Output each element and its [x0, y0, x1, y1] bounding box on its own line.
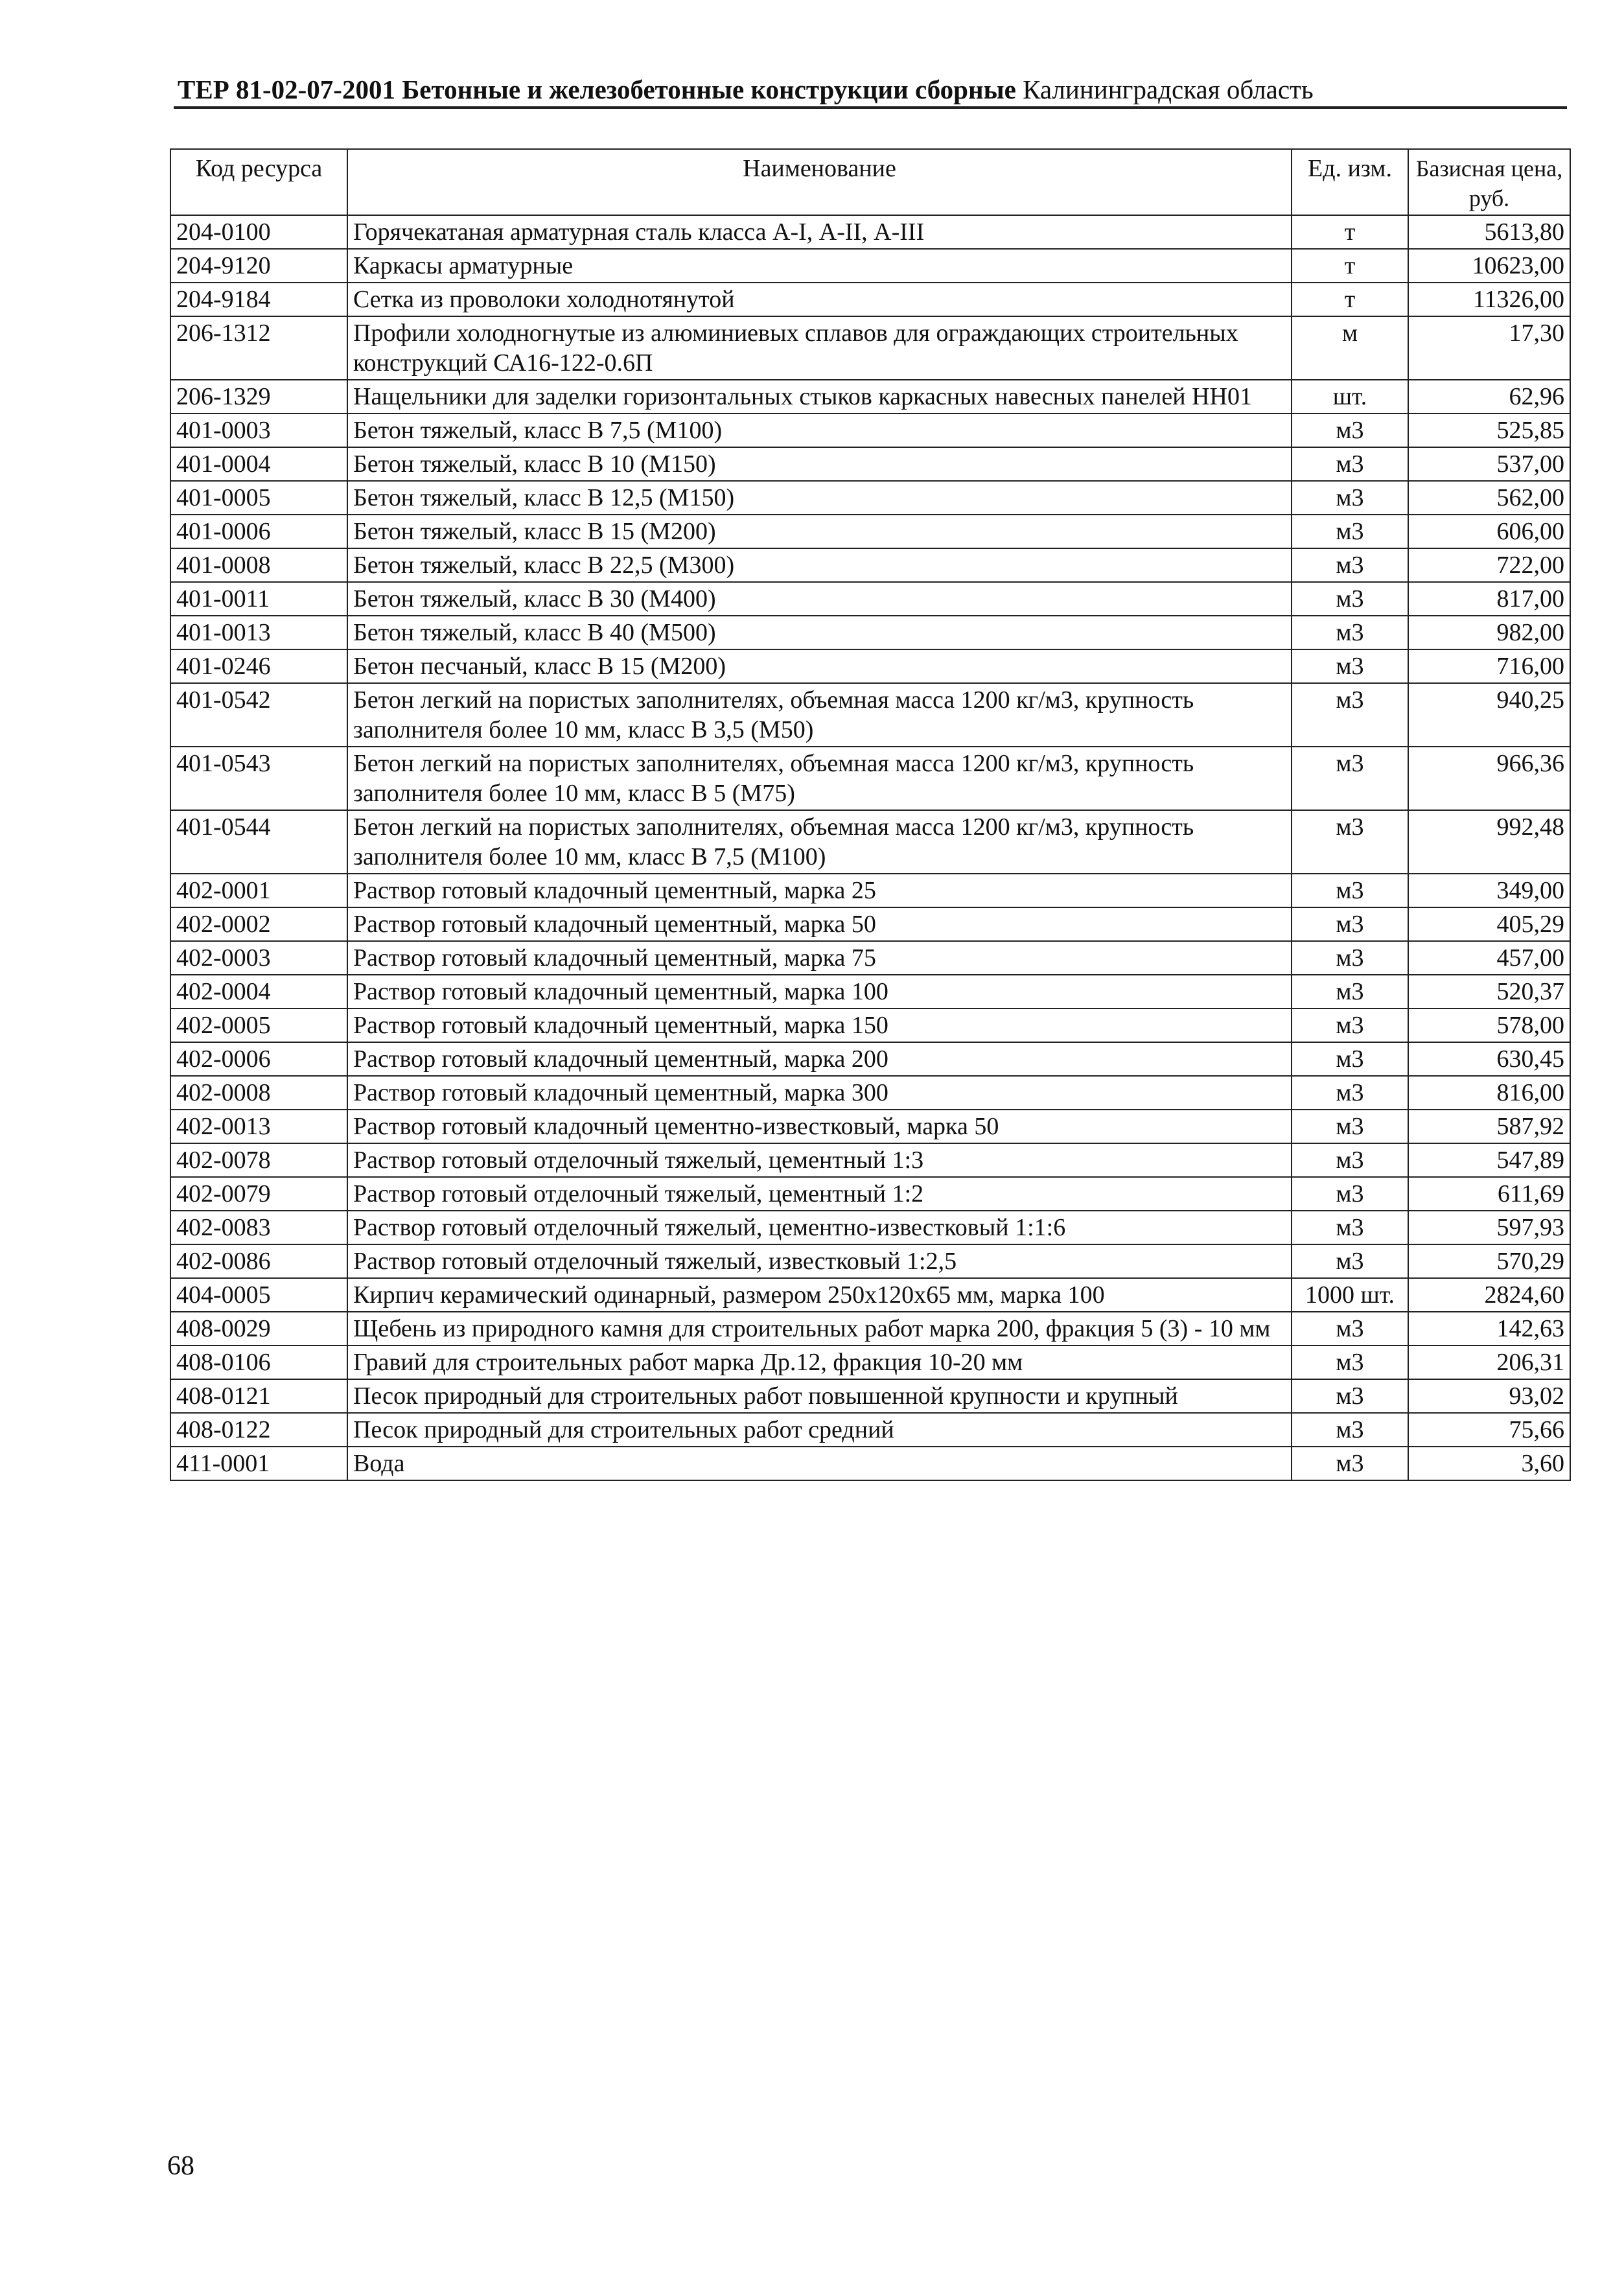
table-row	[170, 1042, 1570, 1076]
resource-name-cell: Раствор готовый отделочный тяжелый, цементный 1:3	[347, 1143, 1292, 1177]
table-row	[170, 683, 1570, 747]
resource-name-cell: Раствор готовый кладочный цементный, марка 100	[347, 975, 1292, 1008]
table-row	[170, 1278, 1570, 1312]
price-cell: 816,00	[1408, 1076, 1570, 1110]
resource-name-cell: Раствор готовый отделочный тяжелый, цементный 1:2	[347, 1177, 1292, 1211]
price-cell: 722,00	[1408, 548, 1570, 582]
price-cell: 547,89	[1408, 1143, 1570, 1177]
unit-cell: м3	[1292, 810, 1408, 874]
resource-code-cell: 408-0029	[170, 1312, 347, 1346]
resource-code-cell: 402-0013	[170, 1110, 347, 1143]
unit-cell: м3	[1292, 1413, 1408, 1447]
resource-name-cell: Бетон тяжелый, класс В 10 (М150)	[347, 447, 1292, 481]
resource-name-cell: Песок природный для строительных работ повышенной крупности и крупный	[347, 1379, 1292, 1413]
unit-cell: т	[1292, 215, 1408, 249]
resource-code-cell: 408-0106	[170, 1346, 347, 1379]
price-cell: 597,93	[1408, 1211, 1570, 1244]
table-row	[170, 1076, 1570, 1110]
header-rule	[174, 106, 1567, 109]
table-row	[170, 548, 1570, 582]
table-row	[170, 1008, 1570, 1042]
price-cell: 520,37	[1408, 975, 1570, 1008]
resource-code-cell: 206-1312	[170, 316, 347, 380]
resource-code-cell: 402-0001	[170, 874, 347, 907]
table-row	[170, 249, 1570, 283]
resource-code-cell: 402-0006	[170, 1042, 347, 1076]
table-row	[170, 1312, 1570, 1346]
unit-cell: 1000 шт.	[1292, 1278, 1408, 1312]
price-cell: 562,00	[1408, 481, 1570, 515]
column-header-unit: Ед. изм.	[1292, 149, 1408, 215]
price-cell: 10623,00	[1408, 249, 1570, 283]
unit-cell: м3	[1292, 747, 1408, 810]
resource-code-cell: 402-0005	[170, 1008, 347, 1042]
resource-name-cell: Бетон тяжелый, класс В 7,5 (М100)	[347, 414, 1292, 447]
unit-cell: шт.	[1292, 380, 1408, 414]
resource-code-cell: 401-0005	[170, 481, 347, 515]
table-row	[170, 907, 1570, 941]
resource-name-cell: Бетон тяжелый, класс В 15 (М200)	[347, 515, 1292, 548]
document-title: ТЕР 81-02-07-2001 Бетонные и железобетонные конструкции сборные	[178, 75, 1016, 104]
table-row	[170, 215, 1570, 249]
price-cell: 606,00	[1408, 515, 1570, 548]
table-row	[170, 447, 1570, 481]
resource-code-cell: 401-0013	[170, 616, 347, 649]
price-cell: 982,00	[1408, 616, 1570, 649]
resource-name-cell: Каркасы арматурные	[347, 249, 1292, 283]
table-row	[170, 582, 1570, 616]
table-row	[170, 1211, 1570, 1244]
price-cell: 570,29	[1408, 1244, 1570, 1278]
unit-cell: м3	[1292, 874, 1408, 907]
table-row	[170, 1413, 1570, 1447]
resource-code-cell: 411-0001	[170, 1447, 347, 1480]
unit-cell: т	[1292, 283, 1408, 316]
resource-code-cell: 206-1329	[170, 380, 347, 414]
price-cell: 578,00	[1408, 1008, 1570, 1042]
table-row	[170, 1346, 1570, 1379]
table-row	[170, 515, 1570, 548]
resource-name-cell: Нащельники для заделки горизонтальных стыков каркасных навесных панелей НН01	[347, 380, 1292, 414]
resource-code-cell: 401-0246	[170, 649, 347, 683]
resource-name-cell: Бетон песчаный, класс В 15 (М200)	[347, 649, 1292, 683]
unit-cell: м3	[1292, 1008, 1408, 1042]
price-cell: 206,31	[1408, 1346, 1570, 1379]
resource-name-cell: Бетон легкий на пористых заполнителях, объемная масса 1200 кг/м3, крупность заполнителя более 10 мм, класс В 7,5 (М100)	[347, 810, 1292, 874]
price-cell: 716,00	[1408, 649, 1570, 683]
price-cell: 405,29	[1408, 907, 1570, 941]
price-cell: 2824,60	[1408, 1278, 1570, 1312]
price-cell: 611,69	[1408, 1177, 1570, 1211]
resource-code-cell: 402-0008	[170, 1076, 347, 1110]
table-row	[170, 975, 1570, 1008]
price-cell: 992,48	[1408, 810, 1570, 874]
price-cell: 630,45	[1408, 1042, 1570, 1076]
region-name: Калининградская область	[1023, 75, 1314, 104]
price-cell: 11326,00	[1408, 283, 1570, 316]
price-cell: 5613,80	[1408, 215, 1570, 249]
table-row	[170, 616, 1570, 649]
resource-code-cell: 204-9120	[170, 249, 347, 283]
price-cell: 817,00	[1408, 582, 1570, 616]
resource-name-cell: Щебень из природного камня для строительных работ марка 200, фракция 5 (3) - 10 мм	[347, 1312, 1292, 1346]
unit-cell: м3	[1292, 481, 1408, 515]
table-row	[170, 481, 1570, 515]
resource-name-cell: Раствор готовый отделочный тяжелый, известковый 1:2,5	[347, 1244, 1292, 1278]
resource-name-cell: Раствор готовый кладочный цементно-известковый, марка 50	[347, 1110, 1292, 1143]
table-row	[170, 1143, 1570, 1177]
unit-cell: т	[1292, 249, 1408, 283]
resource-name-cell: Горячекатаная арматурная сталь класса А-I, А-II, А-III	[347, 215, 1292, 249]
price-cell: 75,66	[1408, 1413, 1570, 1447]
resource-name-cell: Раствор готовый кладочный цементный, марка 25	[347, 874, 1292, 907]
resource-code-cell: 402-0086	[170, 1244, 347, 1278]
unit-cell: м3	[1292, 548, 1408, 582]
resource-name-cell: Бетон легкий на пористых заполнителях, объемная масса 1200 кг/м3, крупность заполнителя более 10 мм, класс В 3,5 (М50)	[347, 683, 1292, 747]
resource-name-cell: Бетон тяжелый, класс В 12,5 (М150)	[347, 481, 1292, 515]
resource-name-cell: Раствор готовый кладочный цементный, марка 200	[347, 1042, 1292, 1076]
unit-cell: м3	[1292, 414, 1408, 447]
price-cell: 457,00	[1408, 941, 1570, 975]
resource-code-cell: 401-0004	[170, 447, 347, 481]
unit-cell: м3	[1292, 1379, 1408, 1413]
resource-code-cell: 401-0544	[170, 810, 347, 874]
column-header-code: Код ресурса	[170, 149, 347, 215]
table-row	[170, 1447, 1570, 1480]
unit-cell: м3	[1292, 616, 1408, 649]
price-cell: 62,96	[1408, 380, 1570, 414]
page-number: 68	[167, 2151, 194, 2181]
resource-code-cell: 401-0542	[170, 683, 347, 747]
price-cell: 537,00	[1408, 447, 1570, 481]
resource-code-cell: 408-0122	[170, 1413, 347, 1447]
price-cell: 349,00	[1408, 874, 1570, 907]
unit-cell: м3	[1292, 1312, 1408, 1346]
resource-name-cell: Раствор готовый кладочный цементный, марка 50	[347, 907, 1292, 941]
unit-cell: м3	[1292, 447, 1408, 481]
table-body	[170, 215, 1570, 1480]
price-cell: 940,25	[1408, 683, 1570, 747]
unit-cell: м3	[1292, 683, 1408, 747]
unit-cell: м3	[1292, 975, 1408, 1008]
unit-cell: м3	[1292, 1244, 1408, 1278]
table-row	[170, 414, 1570, 447]
resource-name-cell: Бетон тяжелый, класс В 22,5 (М300)	[347, 548, 1292, 582]
unit-cell: м3	[1292, 515, 1408, 548]
resource-code-cell: 404-0005	[170, 1278, 347, 1312]
unit-cell: м3	[1292, 941, 1408, 975]
unit-cell: м3	[1292, 1076, 1408, 1110]
resource-name-cell: Профили холодногнутые из алюминиевых сплавов для ограждающих строительных конструкций СА16-122-0.6П	[347, 316, 1292, 380]
resource-name-cell: Песок природный для строительных работ средний	[347, 1413, 1292, 1447]
resource-name-cell: Бетон тяжелый, класс В 40 (М500)	[347, 616, 1292, 649]
resource-code-cell: 204-0100	[170, 215, 347, 249]
column-header-name: Наименование	[347, 149, 1292, 215]
resource-name-cell: Раствор готовый кладочный цементный, марка 150	[347, 1008, 1292, 1042]
price-cell: 525,85	[1408, 414, 1570, 447]
table-row	[170, 874, 1570, 907]
price-cell: 142,63	[1408, 1312, 1570, 1346]
table-header-row	[170, 149, 1570, 215]
resource-code-cell: 402-0004	[170, 975, 347, 1008]
resource-code-cell: 401-0008	[170, 548, 347, 582]
resource-code-cell: 401-0543	[170, 747, 347, 810]
resource-code-cell: 401-0006	[170, 515, 347, 548]
table-row	[170, 1110, 1570, 1143]
table-row	[170, 649, 1570, 683]
price-cell: 966,36	[1408, 747, 1570, 810]
resource-code-cell: 401-0003	[170, 414, 347, 447]
table-row	[170, 380, 1570, 414]
resource-name-cell: Бетон легкий на пористых заполнителях, объемная масса 1200 кг/м3, крупность заполнителя более 10 мм, класс В 5 (М75)	[347, 747, 1292, 810]
resource-code-cell: 402-0078	[170, 1143, 347, 1177]
resource-code-cell: 408-0121	[170, 1379, 347, 1413]
unit-cell: м3	[1292, 1177, 1408, 1211]
table-row	[170, 1244, 1570, 1278]
table-row	[170, 316, 1570, 380]
page-header	[178, 73, 1564, 106]
resource-code-cell: 402-0003	[170, 941, 347, 975]
table-row	[170, 1177, 1570, 1211]
resource-name-cell: Вода	[347, 1447, 1292, 1480]
unit-cell: м	[1292, 316, 1408, 380]
unit-cell: м3	[1292, 649, 1408, 683]
price-cell: 3,60	[1408, 1447, 1570, 1480]
resource-code-cell: 402-0002	[170, 907, 347, 941]
unit-cell: м3	[1292, 907, 1408, 941]
resource-code-cell: 402-0079	[170, 1177, 347, 1211]
table-row	[170, 1379, 1570, 1413]
column-header-price: Базисная цена, руб.	[1408, 149, 1570, 215]
resource-name-cell: Гравий для строительных работ марка Др.12, фракция 10-20 мм	[347, 1346, 1292, 1379]
unit-cell: м3	[1292, 1211, 1408, 1244]
resource-name-cell: Раствор готовый кладочный цементный, марка 300	[347, 1076, 1292, 1110]
unit-cell: м3	[1292, 1346, 1408, 1379]
table-row	[170, 810, 1570, 874]
price-cell: 587,92	[1408, 1110, 1570, 1143]
unit-cell: м3	[1292, 1447, 1408, 1480]
resource-name-cell: Кирпич керамический одинарный, размером 250х120х65 мм, марка 100	[347, 1278, 1292, 1312]
resource-name-cell: Раствор готовый отделочный тяжелый, цементно-известковый 1:1:6	[347, 1211, 1292, 1244]
price-cell: 17,30	[1408, 316, 1570, 380]
unit-cell: м3	[1292, 1042, 1408, 1076]
unit-cell: м3	[1292, 1143, 1408, 1177]
resource-name-cell: Сетка из проволоки холоднотянутой	[347, 283, 1292, 316]
price-cell: 93,02	[1408, 1379, 1570, 1413]
resource-code-cell: 204-9184	[170, 283, 347, 316]
unit-cell: м3	[1292, 1110, 1408, 1143]
table-row	[170, 747, 1570, 810]
resource-name-cell: Раствор готовый кладочный цементный, марка 75	[347, 941, 1292, 975]
resource-name-cell: Бетон тяжелый, класс В 30 (М400)	[347, 582, 1292, 616]
resource-price-table	[170, 148, 1571, 1481]
resource-code-cell: 402-0083	[170, 1211, 347, 1244]
table-row	[170, 941, 1570, 975]
table-row	[170, 283, 1570, 316]
unit-cell: м3	[1292, 582, 1408, 616]
resource-code-cell: 401-0011	[170, 582, 347, 616]
